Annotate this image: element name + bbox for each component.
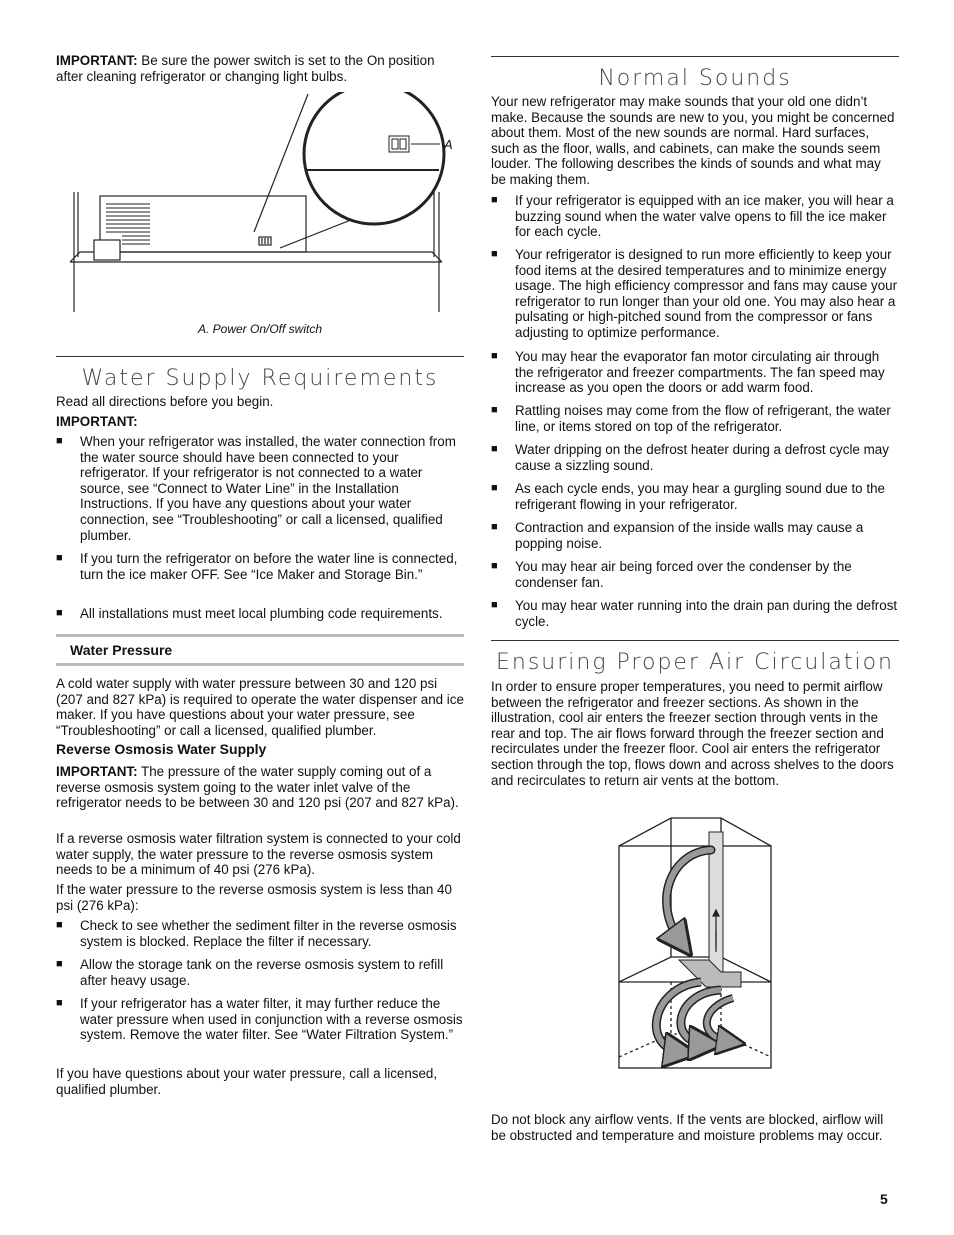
airflow-illustration xyxy=(611,812,776,1072)
section-divider xyxy=(491,56,899,57)
section-divider xyxy=(491,640,899,641)
list-item: ■ You may hear the evaporator fan motor circulating air through the refrigerator and freezer compartments. The fan speed may increase as you open the doors or add warm food. xyxy=(491,349,899,396)
list-item: ■ If your refrigerator is equipped with an ice maker, you will hear a buzzing sound when the water valve opens to fill the ice maker for each cycle. xyxy=(491,193,899,240)
water-supply-heading: Water Supply Requirements xyxy=(81,366,439,391)
list-item: ■ Allow the storage tank on the reverse osmosis system to refill after heavy usage. xyxy=(56,957,464,988)
list-item: ■ If you turn the refrigerator on before the water line is connected, turn the ice maker OFF. See “Ice Maker and Storage Bin.” xyxy=(56,551,464,582)
list-item: ■ You may hear air being forced over the condenser by the condenser fan. xyxy=(491,559,899,590)
list-item: ■ Check to see whether the sediment filter in the reverse osmosis system is blocked. Replace the filter if necessary. xyxy=(56,918,464,949)
closing-para: If you have questions about your water pressure, call a licensed, qualified plumber. xyxy=(56,1066,438,1097)
section-divider xyxy=(56,356,464,357)
list-item: ■ Contraction and expansion of the inside walls may cause a popping noise. xyxy=(491,520,899,551)
ro-important: IMPORTANT: The pressure of the water supply coming out of a reverse osmosis system going to the water inlet valve of the refrigerator needs to be between 30 and 120 psi (207 and 827 kPa). xyxy=(56,764,459,811)
ro-para-2: If the water pressure to the reverse osmosis system is less than 40 psi (276 kPa): xyxy=(56,882,452,913)
list-item: ■ When your refrigerator was installed, the water connection from the water source should have been connected to your refrigerator. If your refrigerator is not connected to a water source, see “Connect to Water Line” in the Installation Instructions. If you have any questions about your water connection, see “Troubleshooting” or call a licensed, qualified plumber. xyxy=(56,434,464,543)
subsection-rule-bottom xyxy=(56,663,464,666)
page-number: 5 xyxy=(880,1191,888,1207)
power-switch-illustration xyxy=(56,92,464,317)
air-circulation-para: In order to ensure proper temperatures, you need to permit airflow between the refrigerator and freezer sections. As shown in the illustration, cool air enters the freezer section through vents in the rear and top. The air flows forward through the freezer section and recirculates under the freezer floor. Cool air enters the refrigerator section through the top, flows down and across shelves to the doors and recirculates to return air vents at the bottom. xyxy=(491,679,894,788)
air-circulation-heading: Ensuring Proper Air Circulation xyxy=(496,650,894,675)
read-all-directions: Read all directions before you begin. xyxy=(56,394,274,409)
reverse-osmosis-heading: Reverse Osmosis Water Supply xyxy=(56,741,267,757)
callout-letter-a: A xyxy=(444,137,453,152)
important-label: IMPORTANT: xyxy=(56,414,138,429)
list-item: ■ Water dripping on the defrost heater during a defrost cycle may cause a sizzling sound. xyxy=(491,442,899,473)
subsection-rule-top xyxy=(56,634,464,637)
normal-sounds-heading: Normal Sounds xyxy=(598,66,792,91)
air-circulation-closing: Do not block any airflow vents. If the vents are blocked, airflow will be obstructed and temperature and moisture problems may occur. xyxy=(491,1112,884,1143)
normal-sounds-intro: Your new refrigerator may make sounds that your old one didn’t make. Because the sounds are new to you, you might be concerned about them. Most of the new sounds are normal. Hard surfaces, such as the floor, walls, and cabinets, can make the sounds seem louder. The following describes the kinds of sounds and what may be making them. xyxy=(491,94,895,187)
figure-caption: A. Power On/Off switch xyxy=(197,322,323,336)
list-item: ■ You may hear water running into the drain pan during the defrost cycle. xyxy=(491,598,899,629)
water-pressure-heading: Water Pressure xyxy=(70,642,173,658)
list-item: ■ Rattling noises may come from the flow of refrigerant, the water line, or items stored on top of the refrigerator. xyxy=(491,403,899,434)
intro-important: IMPORTANT: Be sure the power switch is set to the On position after cleaning refrigerator or changing light bulbs. xyxy=(56,53,435,84)
water-pressure-para: A cold water supply with water pressure between 30 and 120 psi (207 and 827 kPa) is required to operate the water dispenser and ice maker. If you have questions about your water pressure, see “Troubleshooting” or call a licensed, qualified plumber. xyxy=(56,676,464,738)
list-item: ■ All installations must meet local plumbing code requirements. xyxy=(56,606,464,622)
list-item: ■ As each cycle ends, you may hear a gurgling sound due to the refrigerant flowing in your refrigerator. xyxy=(491,481,899,512)
list-item: ■ Your refrigerator is designed to run more efficiently to keep your food items at the desired temperatures and to minimize energy usage. The high efficiency compressor and fans may cause your refrigerator to run longer than your old one. You may also hear a pulsating or high-pitched sound from the compressor or fans adjusting to optimize performance. xyxy=(491,247,899,341)
ro-para-1: If a reverse osmosis water filtration system is connected to your cold water supply, the water pressure to the reverse osmosis system needs to be a minimum of 40 psi (276 kPa). xyxy=(56,831,461,878)
list-item: ■ If your refrigerator has a water filter, it may further reduce the water pressure when used in conjunction with a reverse osmosis system. Remove the water filter. See “Water Filtration System.” xyxy=(56,996,464,1043)
